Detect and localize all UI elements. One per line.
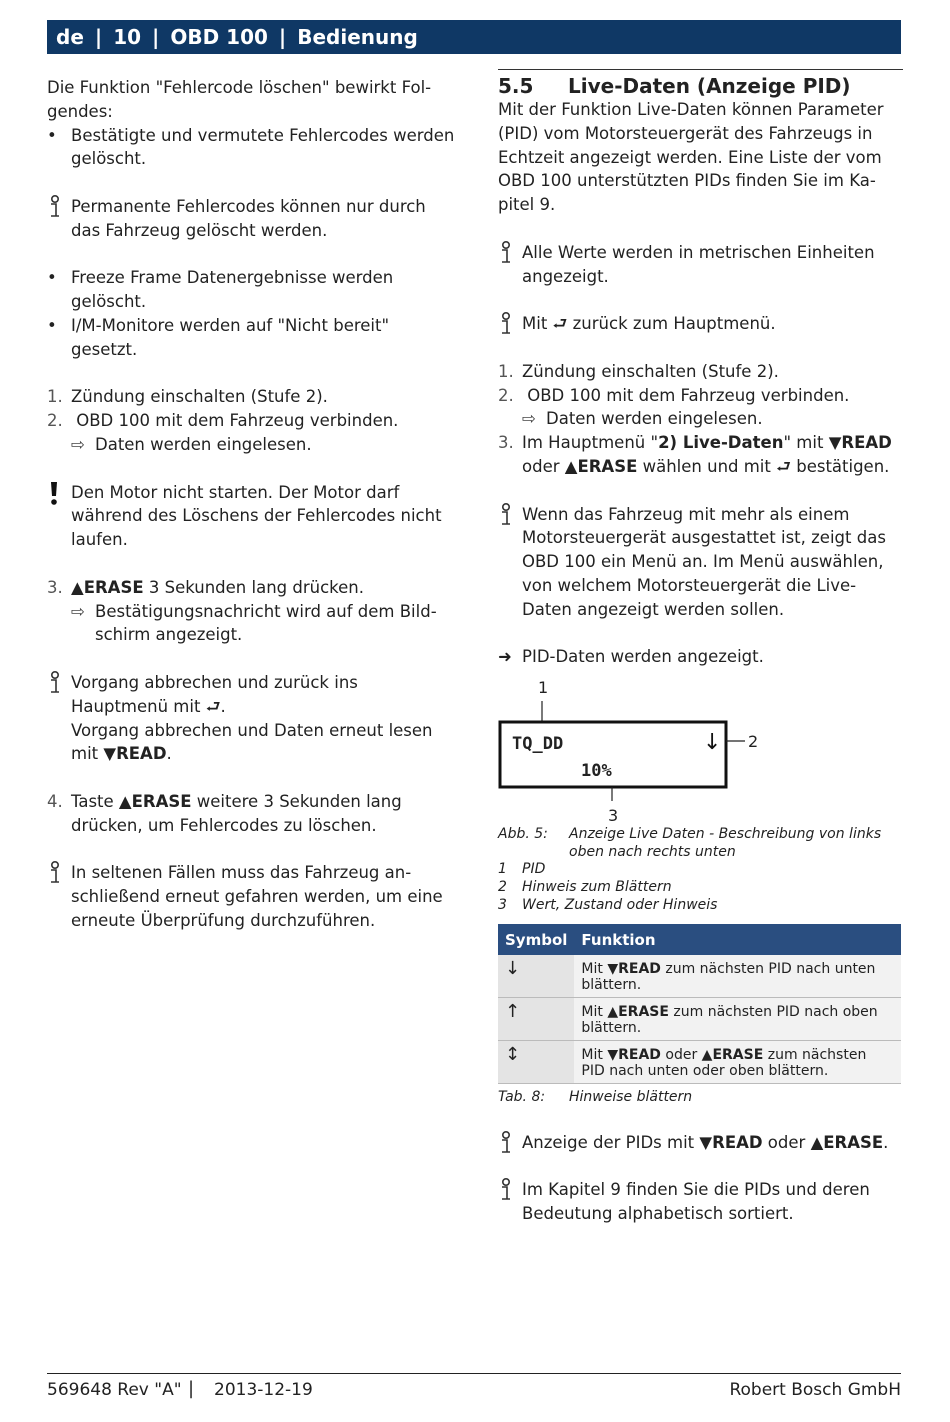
- table-symbol-updown-icon: ↕: [498, 1041, 574, 1084]
- down-triangle-icon: ▼: [103, 744, 117, 764]
- down-triangle-icon: ▼: [607, 961, 619, 978]
- figure-legend: [498, 861, 903, 914]
- table-caption: Tab. 8: Hinweise blättern: [498, 1089, 693, 1106]
- result-arrow-icon: ➜: [498, 647, 512, 667]
- up-triangle-icon: ▲: [607, 1004, 619, 1021]
- enter-key-icon: ⮐: [205, 696, 221, 716]
- table-header-symbol: Symbol: [498, 924, 574, 955]
- info-note: Wenn das Fahrzeug mit mehr als einem Motorsteuergerät ausgestattet ist, zeigt das OBD 100 ein Menü an. Im Menü auswählen, von welchem Motorsteuergerät die Live-Daten angezeigt werden sollen.: [498, 503, 903, 622]
- footer-rule: [47, 1373, 901, 1374]
- lcd-screen: [500, 722, 726, 787]
- header-lang: de: [56, 25, 84, 49]
- final-result: ➜ PID-Daten werden angezeigt.: [498, 645, 903, 669]
- table-row: ↕ Mit ▼READ oder ▲ERASE zum nächsten PID nach unten oder oben blättern.: [498, 1041, 901, 1084]
- table-symbol-down-icon: ↓: [498, 955, 574, 998]
- footer-docnum: 569648 Rev "A": [47, 1380, 182, 1400]
- footer-date: 2013-12-19: [214, 1380, 313, 1400]
- up-triangle-icon: ▲: [118, 791, 132, 811]
- up-triangle-icon: ▲: [701, 1047, 713, 1064]
- result-arrow-icon: ⇨: [71, 434, 85, 454]
- step-item: 4. Taste ▲ERASE weitere 3 Sekunden lang drücken, um Fehlercodes zu löschen.: [47, 791, 402, 835]
- info-note: Im Kapitel 9 finden Sie die PIDs und deren Bedeutung alphabetisch sortiert.: [498, 1178, 903, 1226]
- result-arrow-icon: ⇨: [71, 601, 85, 621]
- info-icon: [498, 1131, 514, 1155]
- info-note: Mit ⮐ zurück zum Hauptmenü.: [498, 312, 903, 336]
- table-header-function: Funktion: [574, 924, 901, 955]
- footer-company: Robert Bosch GmbH: [729, 1380, 901, 1400]
- info-note: Alle Werte werden in metrischen Einheiten angezeigt.: [498, 241, 903, 289]
- display-diagram: [498, 679, 903, 824]
- header-page-number: 10: [113, 25, 142, 49]
- info-icon: [47, 671, 63, 695]
- section-heading: 5.5 Live-Daten (Anzeige PID): [498, 69, 903, 98]
- right-column: [498, 69, 903, 1226]
- bullet-item: • Bestätigte und vermutete Fehlercodes werden gelöscht.: [47, 125, 455, 169]
- bullet-item: • I/M-Monitore werden auf "Nicht bereit" gesetzt.: [47, 315, 390, 359]
- header-section: Bedienung: [297, 25, 418, 49]
- header-product: OBD 100: [170, 25, 268, 49]
- legend-item: 2 Hinweis zum Blättern: [498, 878, 672, 895]
- result-arrow-icon: ⇨: [522, 409, 536, 429]
- info-icon: [498, 503, 514, 527]
- enter-key-icon: ⮐: [552, 314, 568, 334]
- step-item: 2. OBD 100 mit dem Fahrzeug verbinden.: [498, 385, 850, 405]
- info-note: Vorgang abbrechen und zurück ins Hauptmenü mit ⮐. Vorgang abbrechen und Daten erneut lesen mit ▼READ.: [47, 671, 457, 766]
- table-header-row: [498, 924, 901, 955]
- step-item: 3. ▲ERASE 3 Sekunden lang drücken.: [47, 577, 364, 597]
- callout-3-label: 3: [608, 806, 619, 825]
- step-result: ⇨ Daten werden eingelesen.: [47, 433, 457, 457]
- legend-item: 1 PID: [498, 861, 546, 878]
- info-icon: [498, 241, 514, 265]
- up-triangle-icon: ▲: [810, 1132, 824, 1152]
- step-item: 1. Zündung einschalten (Stufe 2).: [498, 361, 779, 381]
- bullet-item: • Freeze Frame Datenergebnisse werden gelöscht.: [47, 268, 394, 312]
- step-item: 1. Zündung einschalten (Stufe 2).: [47, 387, 328, 407]
- info-note: In seltenen Fällen muss das Fahrzeug anschließend erneut gefahren werden, um eine erneute Überprüfung durchzuführen.: [47, 861, 457, 932]
- info-icon: [47, 195, 63, 219]
- enter-key-icon: ⮐: [776, 456, 791, 476]
- table-row: ↑ Mit ▲ERASE zum nächsten PID nach oben blättern.: [498, 998, 901, 1041]
- table-symbol-up-icon: ↑: [498, 998, 574, 1041]
- step-result: ⇨ Daten werden eingelesen.: [498, 407, 903, 431]
- lcd-value: 10%: [581, 761, 612, 782]
- up-triangle-icon: ▲: [564, 456, 578, 476]
- page-header: de | 10 | OBD 100 | Bedienung: [47, 20, 901, 54]
- step-item: 3. Im Hauptmenü "2) Live-Daten" mit ▼READ oder ▲ERASE wählen und mit ⮐ bestätigen.: [498, 433, 892, 476]
- info-note: Permanente Fehlercodes können nur durch das Fahrzeug gelöscht werden.: [47, 195, 457, 243]
- live-data-intro: Mit der Funktion Live-Daten können Parameter (PID) vom Motorsteuergerät des Fahrzeugs in Echtzeit angezeigt werden. Eine Liste der vom OBD 100 unterstützten PIDs finden Sie im Kapitel 9.: [498, 100, 884, 215]
- up-triangle-icon: ▲: [71, 577, 84, 597]
- erase-intro: Die Funktion "Fehlercode löschen" bewirkt Folgendes:: [47, 78, 432, 121]
- down-triangle-icon: ▼: [828, 433, 842, 453]
- figure-caption: Abb. 5: Anzeige Live Daten - Beschreibung von links oben nach rechts unten: [498, 826, 882, 860]
- lcd-pid: TQ_DD: [512, 734, 564, 755]
- lcd-scroll-arrow-icon: ↓: [703, 730, 722, 756]
- callout-1-label: 1: [538, 679, 549, 698]
- live-data-display-figure: [498, 679, 903, 824]
- warning-note: Den Motor nicht starten. Der Motor darf während des Löschens der Fehlercodes nicht laufen.: [47, 481, 457, 552]
- step-item: 2. OBD 100 mit dem Fahrzeug verbinden.: [47, 411, 399, 431]
- info-note: Anzeige der PIDs mit ▼READ oder ▲ERASE.: [498, 1131, 903, 1155]
- down-triangle-icon: ▼: [607, 1047, 619, 1064]
- legend-item: 3 Wert, Zustand oder Hinweis: [498, 896, 718, 913]
- step-result: ⇨ Bestätigungsnachricht wird auf dem Bildschirm angezeigt.: [71, 601, 437, 645]
- footer-divider: |: [188, 1378, 195, 1399]
- down-triangle-icon: ▼: [699, 1132, 713, 1152]
- table-row: ↓ Mit ▼READ zum nächsten PID nach unten blättern.: [498, 955, 901, 998]
- callout-2-label: 2: [748, 732, 759, 752]
- info-icon: [47, 861, 63, 885]
- info-icon: [498, 1178, 514, 1202]
- scroll-symbol-table: [498, 924, 901, 1084]
- info-icon: [498, 312, 514, 336]
- warning-icon: [47, 481, 61, 507]
- left-column: [47, 76, 457, 933]
